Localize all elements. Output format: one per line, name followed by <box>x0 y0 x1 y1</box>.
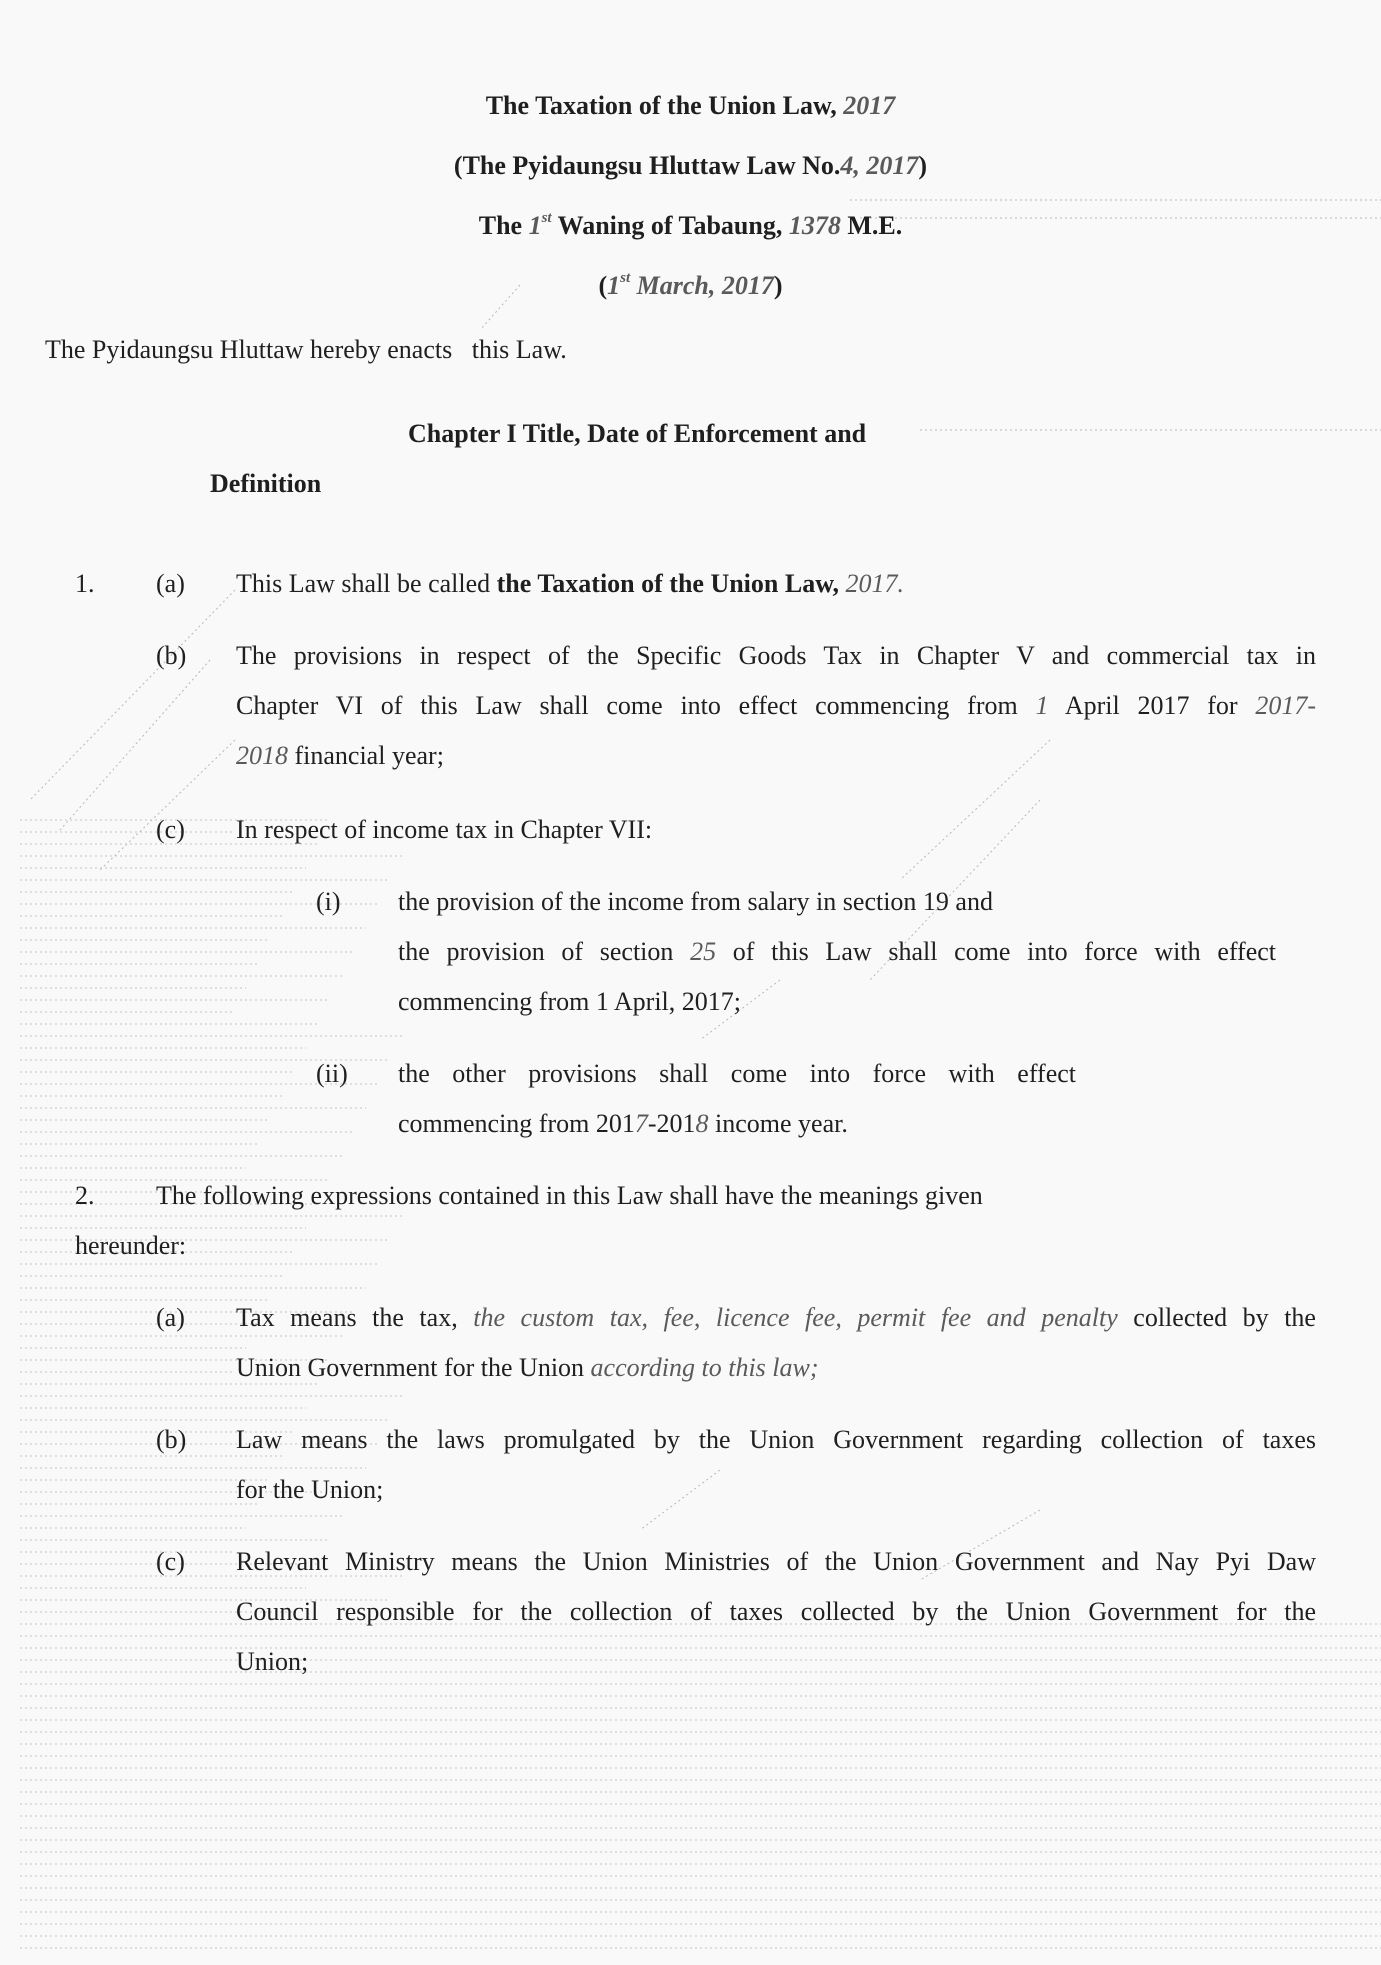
chapter-heading: Chapter I Title, Date of Enforcement and <box>408 419 867 448</box>
law-number: (The Pyidaungsu Hluttaw Law No.4, 2017) <box>453 151 928 180</box>
clause-label: (b) <box>156 1425 187 1454</box>
chapter-heading-cont: Definition <box>210 469 322 498</box>
section-2-line: The following expressions contained in this Law shall have the meanings given <box>156 1181 983 1210</box>
section-2-line: hereunder: <box>75 1231 187 1260</box>
gregorian-date: (1st March, 2017) <box>598 270 783 300</box>
law-title: The Taxation of the Union Law, 2017 <box>485 91 896 120</box>
section-number: 2. <box>75 1181 95 1210</box>
definition-law-line: for the Union; <box>236 1475 384 1504</box>
subclause-label: (ii) <box>316 1059 348 1088</box>
subclause-label: (i) <box>316 887 341 916</box>
myanmar-date: The 1st Waning of Tabaung, 1378 M.E. <box>478 210 903 240</box>
subclause-i-line: the provision of section 25 of this Law shall come into force with effect <box>398 937 1277 966</box>
clause-1b-line: The provisions in respect of the Specific Goods Tax in Chapter V and commercial tax in <box>236 641 1316 670</box>
section-number: 1. <box>75 569 95 598</box>
clause-label: (b) <box>156 641 187 670</box>
subclause-i-line: the provision of the income from salary in section 19 and <box>398 887 993 916</box>
clause-label: (a) <box>156 569 185 598</box>
subclause-ii-line: the other provisions shall come into force with effect <box>398 1059 1076 1088</box>
clause-1b-line: Chapter VI of this Law shall come into effect commencing from 1 April 2017 for 2017- <box>236 691 1316 720</box>
definition-ministry-line: Relevant Ministry means the Union Ministries of the Union Government and Nay Pyi Daw <box>236 1547 1316 1576</box>
definition-tax-line: Union Government for the Union according to this law; <box>236 1353 819 1382</box>
subclause-i-line: commencing from 1 April, 2017; <box>398 987 742 1016</box>
definition-ministry-line: Council responsible for the collection of taxes collected by the Union Government for the <box>236 1597 1316 1626</box>
subclause-ii-line: commencing from 2017-2018 income year. <box>398 1109 848 1138</box>
enactment-clause: The Pyidaungsu Hluttaw hereby enacts this Law. <box>45 335 567 364</box>
clause-1c-text: In respect of income tax in Chapter VII: <box>236 815 653 844</box>
clause-label: (a) <box>156 1303 185 1332</box>
definition-tax-line: Tax means the tax, the custom tax, fee, licence fee, permit fee and penalty collected by the <box>236 1303 1316 1332</box>
clause-label: (c) <box>156 1547 185 1576</box>
clause-label: (c) <box>156 815 185 844</box>
definition-ministry-line: Union; <box>236 1647 309 1676</box>
clause-1b-line: 2018 financial year; <box>236 741 444 770</box>
definition-law-line: Law means the laws promulgated by the Union Government regarding collection of taxes <box>236 1425 1316 1454</box>
clause-1a-text: This Law shall be called the Taxation of the Union Law, 2017. <box>236 569 905 598</box>
